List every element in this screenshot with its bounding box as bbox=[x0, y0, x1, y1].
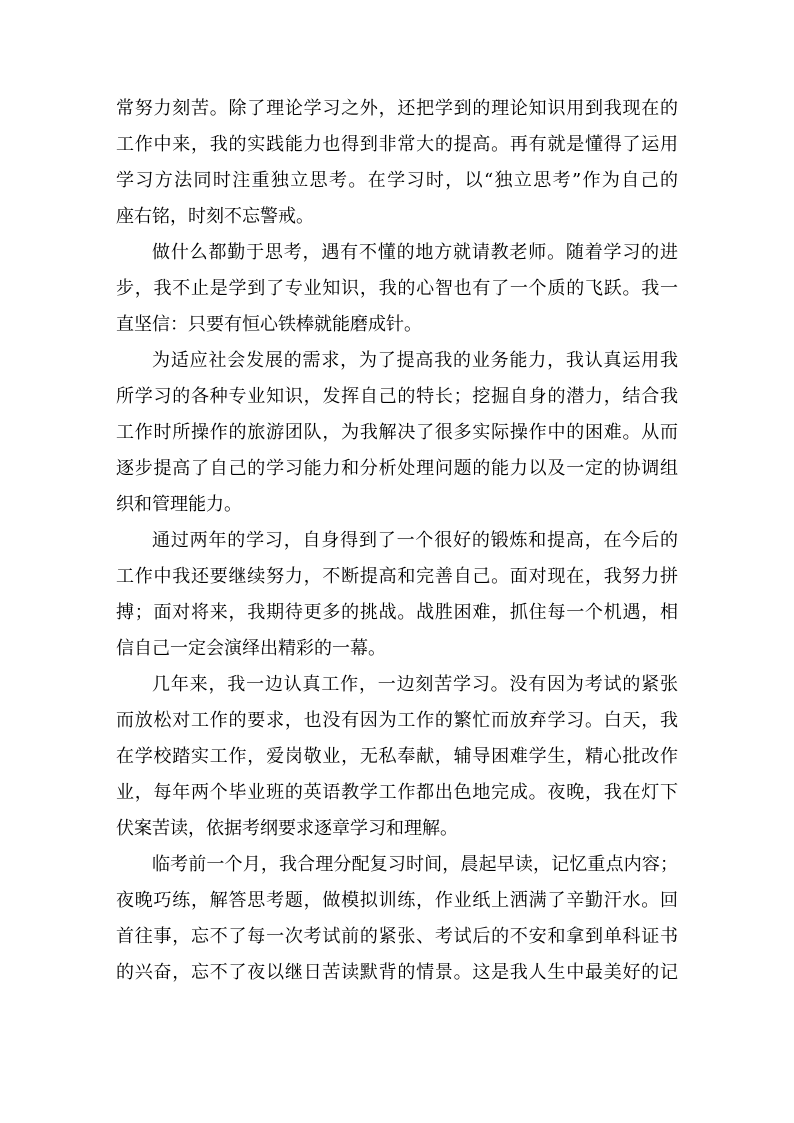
paragraph bbox=[116, 523, 678, 667]
paragraph bbox=[116, 847, 678, 991]
text-line: 逐步提高了自己的学习能力和分析处理问题的能力以及一定的协调组 bbox=[116, 458, 678, 479]
text-line: 所学习的各种专业知识，发挥自己的特长；挖掘自身的潜力，结合我 bbox=[116, 386, 678, 407]
text-line: 而放松对工作的要求，也没有因为工作的繁忙而放弃学习。白天，我 bbox=[116, 710, 678, 731]
text-line: 几年来，我一边认真工作，一边刻苦学习。没有因为考试的紧张 bbox=[152, 674, 678, 695]
text-line: 伏案苦读，依据考纲要求逐章学习和理解。 bbox=[116, 818, 458, 839]
text-line: 直坚信：只要有恒心铁棒就能磨成针。 bbox=[116, 314, 422, 335]
text-line: 在学校踏实工作，爱岗敬业，无私奉献，辅导困难学生，精心批改作 bbox=[116, 746, 678, 767]
text-line: 座右铭，时刻不忘警戒。 bbox=[116, 206, 314, 227]
text-line: 工作中来，我的实践能力也得到非常大的提高。再有就是懂得了运用 bbox=[116, 134, 678, 155]
text-line: 学习方法同时注重独立思考。在学习时，以“独立思考”作为自己的 bbox=[116, 170, 678, 191]
paragraph bbox=[116, 343, 678, 523]
text-line: 通过两年的学习，自身得到了一个很好的锻炼和提高，在今后的 bbox=[152, 530, 678, 551]
text-line: 工作中我还要继续努力，不断提高和完善自己。面对现在，我努力拼 bbox=[116, 566, 678, 587]
text-line: 临考前一个月，我合理分配复习时间，晨起早读，记忆重点内容； bbox=[152, 854, 678, 875]
document-body bbox=[116, 91, 678, 991]
text-line: 业，每年两个毕业班的英语教学工作都出色地完成。夜晚，我在灯下 bbox=[116, 782, 678, 803]
text-line: 的兴奋，忘不了夜以继日苦读默背的情景。这是我人生中最美好的记 bbox=[116, 962, 678, 983]
text-line: 工作时所操作的旅游团队，为我解决了很多实际操作中的困难。从而 bbox=[116, 422, 678, 443]
text-line: 做什么都勤于思考，遇有不懂的地方就请教老师。随着学习的进 bbox=[152, 242, 678, 263]
paragraph bbox=[116, 667, 678, 847]
paragraph bbox=[116, 235, 678, 343]
paragraph bbox=[116, 91, 678, 235]
text-line: 信自己一定会演绎出精彩的一幕。 bbox=[116, 638, 386, 659]
text-line: 首往事，忘不了每一次考试前的紧张、考试后的不安和拿到单科证书 bbox=[116, 926, 678, 947]
text-line: 织和管理能力。 bbox=[116, 494, 242, 515]
text-line: 夜晚巧练，解答思考题，做模拟训练，作业纸上洒满了辛勤汗水。回 bbox=[116, 890, 678, 911]
text-line: 常努力刻苦。除了理论学习之外，还把学到的理论知识用到我现在的 bbox=[116, 98, 678, 119]
text-line: 步，我不止是学到了专业知识，我的心智也有了一个质的飞跃。我一 bbox=[116, 278, 678, 299]
text-line: 为适应社会发展的需求，为了提高我的业务能力，我认真运用我 bbox=[152, 350, 678, 371]
text-line: 搏；面对将来，我期待更多的挑战。战胜困难，抓住每一个机遇，相 bbox=[116, 602, 678, 623]
